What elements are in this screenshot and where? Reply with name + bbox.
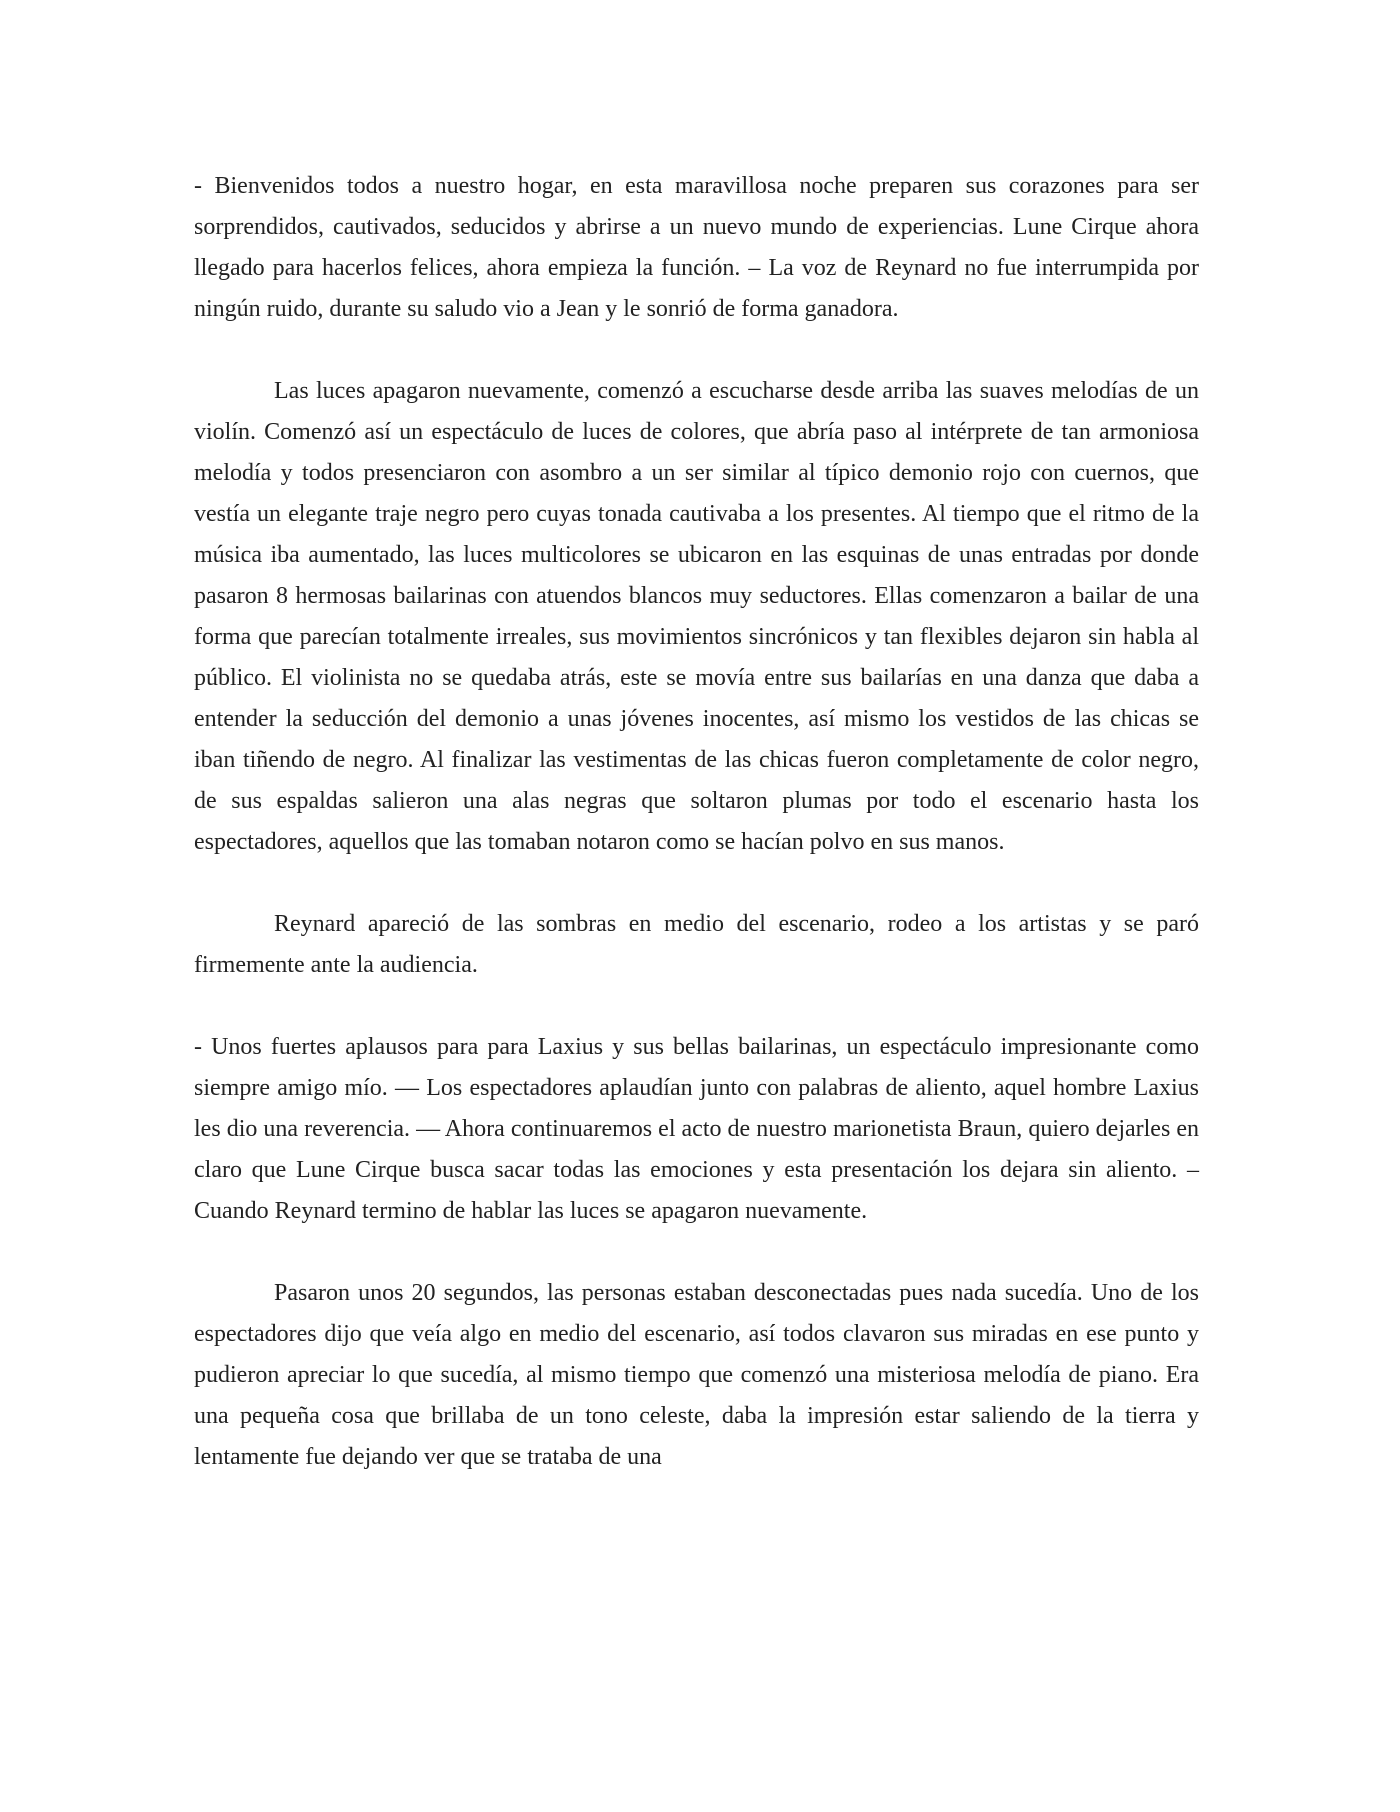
paragraph-reynard-appears: Reynard apareció de las sombras en medio del escenario, rodeo a los artistas y se paró firmemente ante la audiencia. (194, 911, 1199, 978)
paragraph-dialogue-applause: - Unos fuertes aplausos para para Laxius y sus bellas bailarinas, un espectáculo impresionante como siempre amigo mío. — Los espectadores aplaudían junto con palabras de aliento, aquel hombre Laxius les dio una reverencia. — Ahora continuaremos el acto de nuestro marionetista Braun, quiero dejarles en claro que Lune Cirque busca sacar todas las emociones y esta presentación los dejara sin aliento. – Cuando Reynard termino de hablar las luces se apagaron nuevamente. (194, 1034, 1199, 1224)
document-body (194, 166, 1199, 1478)
paragraph-violin-show: Las luces apagaron nuevamente, comenzó a escucharse desde arriba las suaves melodías de un violín. Comenzó así un espectáculo de luces de colores, que abría paso al intérprete de tan armoniosa melodía y todos presenciaron con asombro a un ser similar al típico demonio rojo con cuernos, que vestía un elegante traje negro pero cuyas tonada cautivaba a los presentes. Al tiempo que el ritmo de la música iba aumentado, las luces multicolores se ubicaron en las esquinas de unas entradas por donde pasaron 8 hermosas bailarinas con atuendos blancos muy seductores. Ellas comenzaron a bailar de una forma que parecían totalmente irreales, sus movimientos sincrónicos y tan flexibles dejaron sin habla al público. El violinista no se quedaba atrás, este se movía entre sus bailarías en una danza que daba a entender la seducción del demonio a unas jóvenes inocentes, así mismo los vestidos de las chicas se iban tiñendo de negro. Al finalizar las vestimentas de las chicas fueron completamente de color negro, de sus espaldas salieron una alas negras que soltaron plumas por todo el escenario hasta los espectadores, aquellos que las tomaban notaron como se hacían polvo en sus manos. (194, 378, 1199, 855)
paragraph-dialogue-welcome: - Bienvenidos todos a nuestro hogar, en esta maravillosa noche preparen sus corazones para ser sorprendidos, cautivados, seducidos y abrirse a un nuevo mundo de experiencias. Lune Cirque ahora llegado para hacerlos felices, ahora empieza la función. – La voz de Reynard no fue interrumpida por ningún ruido, durante su saludo vio a Jean y le sonrió de forma ganadora. (194, 173, 1199, 322)
paragraph-piano-melody: Pasaron unos 20 segundos, las personas estaban desconectadas pues nada sucedía. Uno de los espectadores dijo que veía algo en medio del escenario, así todos clavaron sus miradas en ese punto y pudieron apreciar lo que sucedía, al mismo tiempo que comenzó una misteriosa melodía de piano. Era una pequeña cosa que brillaba de un tono celeste, daba la impresión estar saliendo de la tierra y lentamente fue dejando ver que se trataba de una (194, 1280, 1199, 1470)
